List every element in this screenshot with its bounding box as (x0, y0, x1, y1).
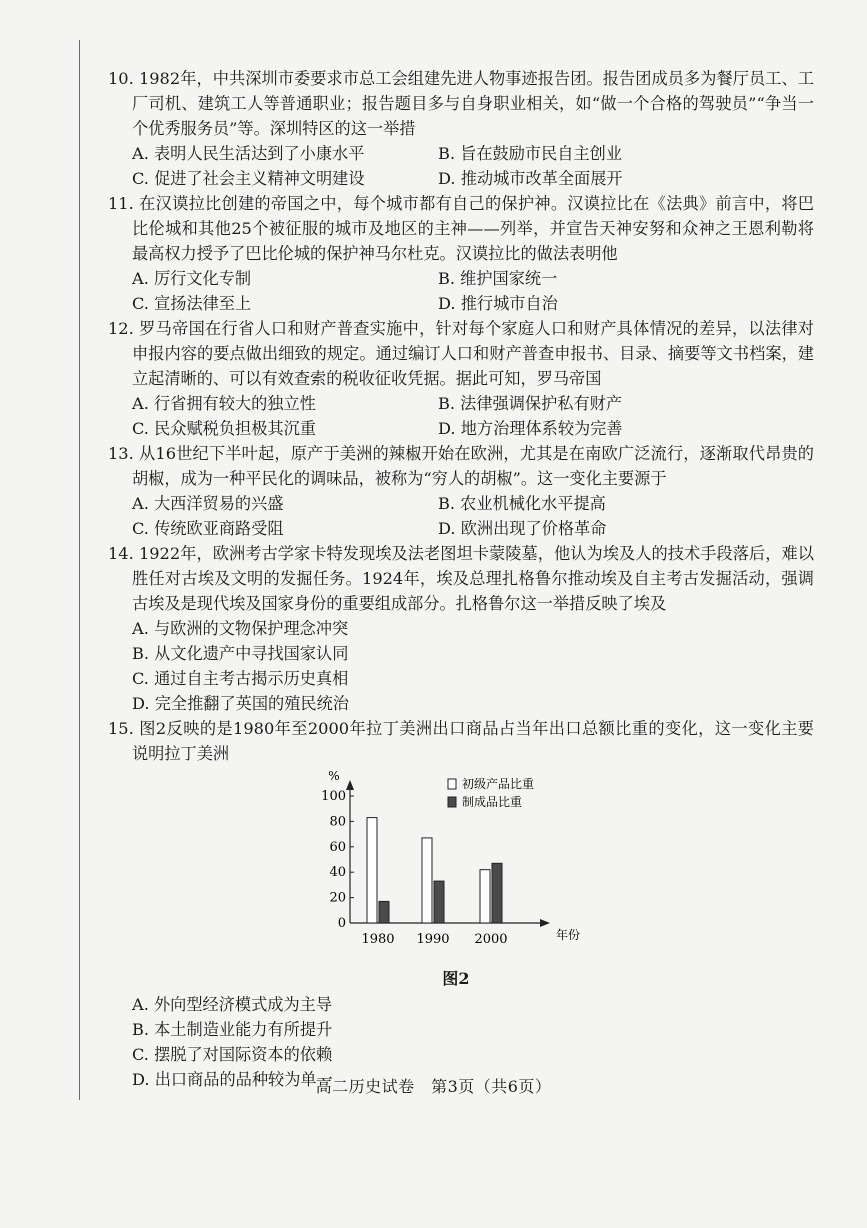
bar-制成品比重-1990 (434, 881, 444, 923)
option-row (132, 391, 814, 416)
y-tick-label: 80 (329, 814, 346, 830)
option-d[interactable]: D. 地方治理体系较为完善 (438, 419, 623, 438)
option-b[interactable]: B. 维护国家统一 (438, 269, 558, 288)
option-d[interactable]: D. 推行城市自治 (438, 294, 558, 313)
x-axis-label: 年份 (555, 928, 581, 942)
y-tick-label: 20 (329, 890, 346, 906)
option-b[interactable]: B. 农业机械化水平提高 (438, 494, 606, 513)
option-row (132, 416, 814, 441)
option-row (132, 141, 814, 166)
legend-swatch-0 (448, 779, 456, 789)
bar-制成品比重-1980 (379, 901, 389, 923)
option-row (132, 291, 814, 316)
question-10 (108, 66, 814, 191)
bar-初级产品比重-1990 (422, 838, 432, 923)
legend-label-0: 初级产品比重 (462, 777, 535, 791)
option-d[interactable]: D. 推动城市改革全面展开 (438, 169, 623, 188)
option-a[interactable]: A. 与欧洲的文物保护理念冲突 (132, 619, 349, 638)
bar-chart-svg (308, 766, 608, 966)
legend-label-1: 制成品比重 (462, 795, 523, 809)
option-a[interactable]: A. 行省拥有较大的独立性 (132, 394, 316, 413)
option-c[interactable]: C. 宣扬法律至上 (132, 294, 252, 313)
bar-制成品比重-2000 (492, 863, 502, 923)
option-c[interactable]: C. 民众赋税负担极其沉重 (132, 419, 316, 438)
bar-chart-figure-2 (308, 766, 608, 966)
option-b[interactable]: B. 从文化遗产中寻找国家认同 (132, 644, 349, 663)
y-axis-label: % (328, 769, 340, 783)
option-d[interactable]: D. 完全推翻了英国的殖民统治 (132, 694, 349, 713)
option-d[interactable]: D. 出口商品的品种较为单一 (132, 1070, 333, 1089)
question-stem: 12. 罗马帝国在行省人口和财产普查实施中，针对每个家庭人口和财产具体情况的差异，以法律对申报内容的要点做出细致的规定。通过编订人口和财产普查申报书、目录、摘要等文书档案，建立起清晰的、可以有效查索的税收征收凭据。据此可知，罗马帝国 (108, 319, 814, 388)
bar-初级产品比重-1980 (367, 818, 377, 923)
option-c[interactable]: C. 传统欧亚商路受阻 (132, 519, 284, 538)
question-12 (108, 316, 814, 441)
option-row (132, 516, 814, 541)
y-tick-label: 0 (337, 916, 346, 931)
option-b[interactable]: B. 本土制造业能力有所提升 (132, 1020, 333, 1039)
y-tick-label: 40 (329, 865, 346, 881)
option-row (132, 491, 814, 516)
y-tick-label: 60 (329, 839, 346, 855)
options (108, 141, 814, 191)
option-a[interactable]: A. 大西洋贸易的兴盛 (132, 494, 284, 513)
option-a[interactable]: A. 外向型经济模式成为主导 (132, 995, 333, 1014)
option-c[interactable]: C. 摆脱了对国际资本的依赖 (132, 1045, 333, 1064)
y-tick-label: 100 (321, 789, 346, 804)
option-c[interactable]: C. 促进了社会主义精神文明建设 (132, 169, 365, 188)
question-13 (108, 441, 814, 541)
question-stem: 13. 从16世纪下半叶起，原产于美洲的辣椒开始在欧洲，尤其是在南欧广泛流行，逐渐取代昂贵的胡椒，成为一种平民化的调味品，被称为“穷人的胡椒”。这一变化主要源于 (108, 444, 814, 488)
question-stem: 15. 图2反映的是1980年至2000年拉丁美洲出口商品占当年出口总额比重的变化，这一变化主要说明拉丁美洲 (108, 719, 814, 763)
y-axis-arrow (346, 780, 354, 790)
option-a[interactable]: A. 表明人民生活达到了小康水平 (132, 144, 365, 163)
question-stem: 10. 1982年，中共深圳市委要求市总工会组建先进人物事迹报告团。报告团成员多为餐厅员工、工厂司机、建筑工人等普通职业；报告题目多与自身职业相关，如“做一个合格的驾驶员”“争当一个优秀服务员”等。深圳特区的这一举措 (108, 69, 814, 138)
x-tick-label: 1990 (416, 932, 450, 947)
binding-margin-line (79, 40, 80, 1100)
question-15 (108, 716, 814, 1092)
options (108, 616, 814, 716)
question-14 (108, 541, 814, 716)
option-c[interactable]: C. 通过自主考古揭示历史真相 (132, 669, 349, 688)
question-stem: 14. 1922年，欧洲考古学家卡特发现埃及法老图坦卡蒙陵墓，他认为埃及人的技术手段落后，难以胜任对古埃及文明的发掘任务。1924年，埃及总理扎格鲁尔推动埃及自主考古发掘活动，强调古埃及是现代埃及国家身份的重要组成部分。扎格鲁尔这一举措反映了埃及 (108, 544, 814, 613)
option-row (132, 266, 814, 291)
figure-caption: 图2 (442, 969, 470, 988)
x-tick-label: 2000 (474, 932, 508, 947)
x-axis-arrow (540, 919, 550, 927)
page-footer: 高二历史试卷 第3页（共6页） (315, 1077, 552, 1096)
options (108, 391, 814, 441)
option-a[interactable]: A. 厉行文化专制 (132, 269, 252, 288)
options (108, 266, 814, 316)
legend-swatch-1 (448, 797, 456, 807)
option-row (132, 166, 814, 191)
options (108, 491, 814, 541)
question-11 (108, 191, 814, 316)
option-b[interactable]: B. 旨在鼓励市民自主创业 (438, 144, 623, 163)
option-b[interactable]: B. 法律强调保护私有财产 (438, 394, 623, 413)
exam-page (108, 66, 814, 1092)
question-stem: 11. 在汉谟拉比创建的帝国之中，每个城市都有自己的保护神。汉谟拉比在《法典》前言中，将巴比伦城和其他25个被征服的城市及地区的主神——列举，并宣告天神安努和众神之王恩利勒将最高权力授予了巴比伦城的保护神马尔杜克。汉谟拉比的做法表明他 (108, 194, 814, 263)
bar-初级产品比重-2000 (480, 870, 490, 923)
option-d[interactable]: D. 欧洲出现了价格革命 (438, 519, 607, 538)
x-tick-label: 1980 (361, 932, 395, 947)
